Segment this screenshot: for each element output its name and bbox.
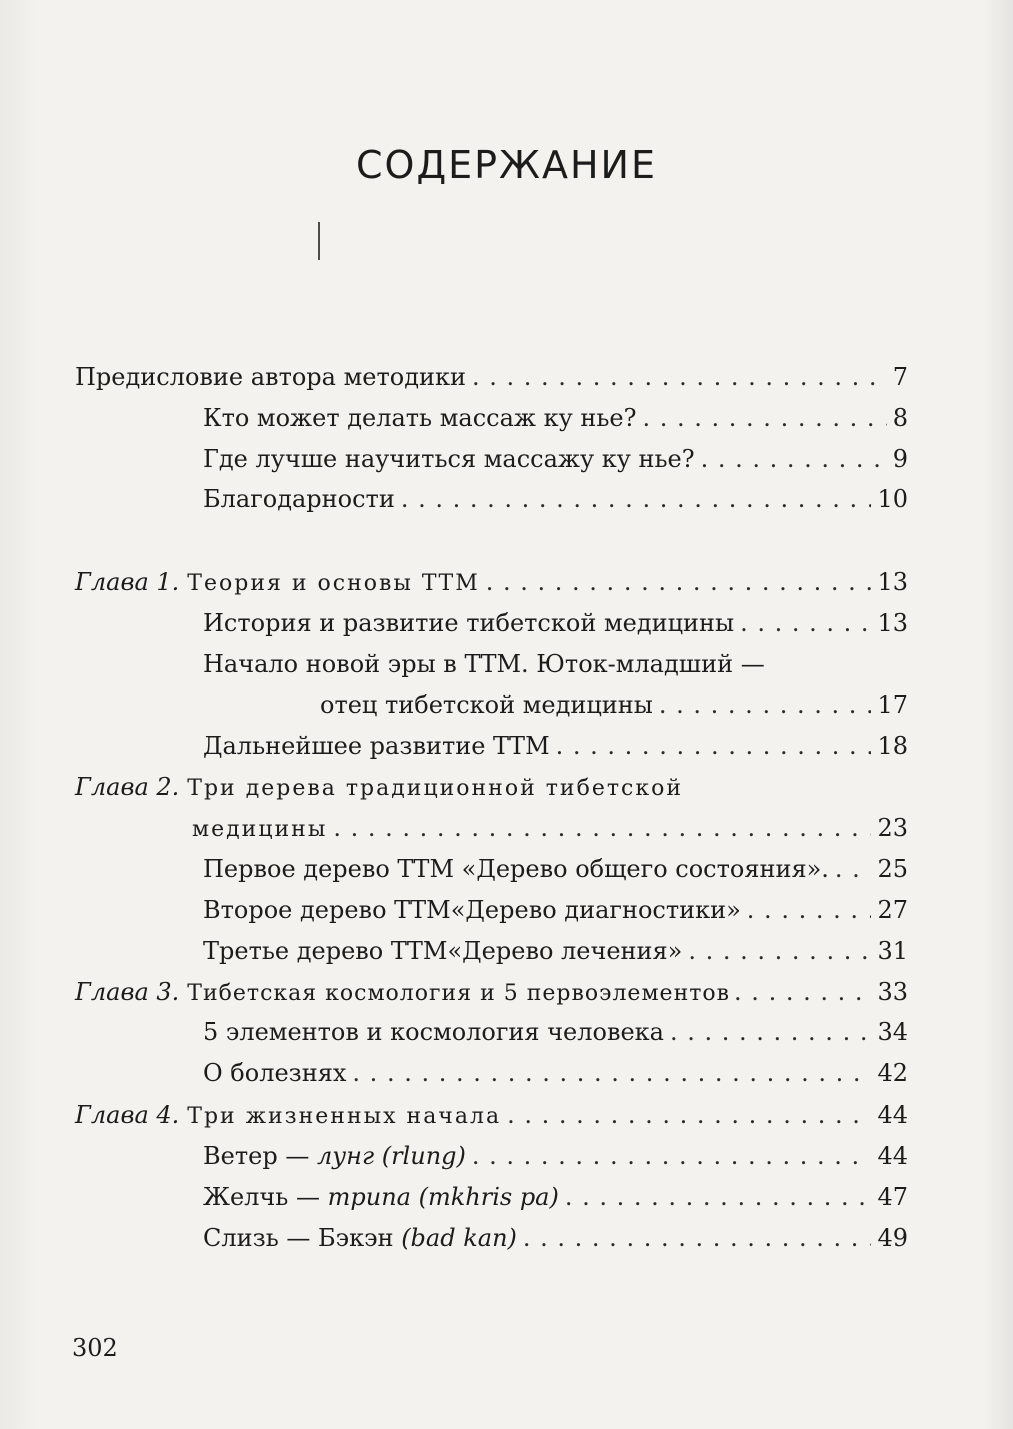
chapter-prefix: Глава 2. [75, 773, 180, 801]
toc-entry[interactable] [192, 811, 908, 847]
toc-entry-label: Где лучше научиться массажу ку нье? [203, 445, 695, 473]
chapter-prefix: Глава 3. [75, 978, 180, 1006]
toc-entry[interactable] [203, 442, 908, 476]
toc-entry[interactable] [203, 1015, 908, 1049]
dot-leader [740, 606, 871, 640]
toc-entry-label: Первое дерево ТТМ «Дерево общего состояния». [203, 855, 829, 883]
chapter-title: Три жизненных начала [187, 1104, 502, 1129]
toc-entry-label: Второе дерево ТТМ«Дерево диагностики» [203, 896, 741, 924]
chapter-title: Три дерева традиционной тибетской [187, 776, 683, 801]
dot-leader [670, 1015, 871, 1049]
toc-entry-label: О болезнях [203, 1059, 347, 1087]
toc-entry-page: 27 [877, 896, 908, 924]
chapter-title: Тибетская космология и 5 первоэлементов [187, 981, 731, 1006]
toc-entry-label: Благодарности [203, 485, 395, 513]
toc-entry-page: 25 [877, 855, 908, 883]
dot-leader [565, 1180, 872, 1214]
dot-leader [472, 360, 887, 394]
dot-leader [701, 442, 887, 476]
toc-entry-label: 5 элементов и космология человека [203, 1018, 664, 1046]
toc-entry-label [203, 1180, 559, 1214]
chapter-prefix: Глава 1. [75, 568, 180, 596]
entry-text-italic: лунг (rlung) [316, 1142, 466, 1170]
toc-entry[interactable] [203, 482, 908, 516]
toc-chapter[interactable] [75, 565, 908, 601]
toc-entry-page: 23 [877, 814, 908, 842]
toc-entry-label: История и развитие тибетской медицины [203, 609, 735, 637]
chapter-prefix: Глава 4. [75, 1101, 180, 1129]
entry-text-italic: трипа (mkhris pa) [327, 1183, 559, 1211]
dot-leader [472, 1139, 872, 1173]
entry-text: Ветер — [203, 1142, 310, 1170]
toc-entry-page: 42 [877, 1059, 908, 1087]
entry-text: Слизь — Бэкэн [203, 1224, 394, 1252]
toc-chapter[interactable] [75, 770, 683, 806]
chapter-title: Теория и основы ТТМ [187, 571, 480, 596]
toc-entry-label: Кто может делать массаж ку нье? [203, 404, 637, 432]
toc-entry[interactable] [203, 401, 908, 435]
toc-entry-page: 8 [892, 404, 908, 432]
dot-leader [688, 934, 871, 968]
toc-entry-label: Третье дерево ТТМ«Дерево лечения» [203, 937, 683, 965]
dot-leader [835, 852, 872, 886]
dot-leader [659, 688, 872, 722]
toc-entry[interactable] [203, 1221, 908, 1255]
toc-entry-page: 33 [877, 978, 908, 1006]
dot-leader [507, 1098, 871, 1132]
dot-leader [401, 482, 872, 516]
toc-entry-page: 10 [877, 485, 908, 513]
toc-entry-page: 7 [892, 363, 908, 391]
toc-entry-page: 17 [877, 691, 908, 719]
toc-entry[interactable] [203, 729, 908, 763]
toc-entry-label: отец тибетской медицины [320, 691, 653, 719]
page-title: СОДЕРЖАНИЕ [356, 143, 657, 188]
toc-entry[interactable] [203, 1056, 908, 1090]
entry-text: Желчь — [203, 1183, 320, 1211]
toc-entry-label[interactable]: Начало новой эры в ТТМ. Юток-младший — [203, 650, 765, 678]
toc-entry-page: 9 [892, 445, 908, 473]
dot-leader [556, 729, 872, 763]
toc-entry-label: Дальнейшее развитие ТТМ [203, 732, 550, 760]
toc-entry-page: 13 [877, 609, 908, 637]
toc-chapter[interactable] [75, 1098, 908, 1134]
dot-leader [734, 975, 873, 1009]
toc-entry[interactable] [75, 360, 908, 394]
toc-entry-label: Предисловие автора методики [75, 363, 466, 391]
dot-leader [486, 565, 872, 599]
dot-leader [333, 811, 871, 845]
entry-text-italic: (bad kan) [401, 1224, 517, 1252]
toc-entry-label [203, 1139, 466, 1173]
text-cursor [318, 222, 320, 260]
toc-entry-label [203, 1221, 517, 1255]
dot-leader [352, 1056, 871, 1090]
toc-entry-page: 34 [877, 1018, 908, 1046]
toc-entry[interactable] [203, 1139, 908, 1173]
toc-chapter-label [75, 1098, 501, 1134]
dot-leader [523, 1221, 872, 1255]
toc-entry[interactable] [203, 893, 908, 927]
toc-entry[interactable] [203, 606, 908, 640]
toc-entry-page: 44 [877, 1101, 908, 1129]
toc-entry[interactable] [203, 852, 908, 886]
toc-entry[interactable] [203, 934, 908, 968]
toc-entry-page: 49 [877, 1224, 908, 1252]
toc-entry-label: медицины [192, 817, 328, 842]
toc-entry-page: 13 [877, 568, 908, 596]
toc-chapter-label [75, 975, 730, 1011]
toc-chapter-label [75, 565, 480, 601]
toc-entry[interactable] [320, 688, 908, 722]
toc-entry[interactable] [203, 1180, 908, 1214]
toc-entry-page: 18 [877, 732, 908, 760]
toc-entry-page: 44 [877, 1142, 908, 1170]
dot-leader [747, 893, 872, 927]
toc-chapter[interactable] [75, 975, 908, 1011]
dot-leader [643, 401, 887, 435]
toc-entry-page: 31 [877, 937, 908, 965]
page-number: 302 [72, 1334, 118, 1362]
toc-entry-page: 47 [877, 1183, 908, 1211]
